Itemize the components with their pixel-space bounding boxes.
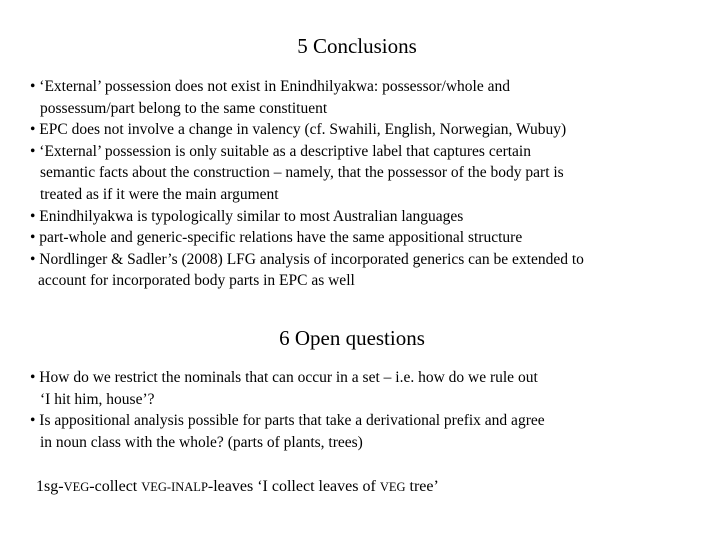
list-item-line: semantic facts about the construction – namely, that the possessor of the body part is	[40, 164, 564, 182]
section-title-open-questions: 6 Open questions	[279, 326, 425, 350]
list-item-line: • EPC does not involve a change in valency (cf. Swahili, English, Norwegian, Wubuy)	[30, 121, 567, 139]
list-item-line: • How do we restrict the nominals that can occur in a set – i.e. how do we rule out	[30, 369, 538, 386]
list-item-line: possessum/part belong to the same constituent	[40, 99, 328, 117]
list-item-line: • ‘External’ possession is only suitable as a descriptive label that captures certain	[30, 142, 531, 160]
section-title-conclusions: 5 Conclusions	[297, 34, 417, 58]
list-item-line: • ‘External’ possession does not exist in Enindhilyakwa: possessor/whole and	[30, 78, 510, 95]
gloss-text: 1sg-	[36, 478, 64, 495]
gloss-small-caps: VEG	[379, 480, 406, 494]
list-item-line: • part-whole and generic-specific relations have the same appositional structure	[30, 229, 523, 247]
list-item-line: • Enindhilyakwa is typologically similar to most Australian languages	[30, 207, 464, 225]
list-item-line: • Is appositional analysis possible for parts that take a derivational prefix and agree	[30, 412, 545, 430]
list-item	[30, 410, 710, 453]
list-item-line: ‘I hit him, house’?	[40, 390, 155, 408]
gloss-text: -leaves ‘I collect leaves of	[207, 478, 380, 495]
list-item	[30, 206, 710, 228]
list-item-line: in noun class with the whole? (parts of plants, trees)	[40, 433, 363, 451]
list-item	[30, 227, 710, 249]
list-item-line: account for incorporated body parts in EPC as well	[38, 272, 355, 290]
list-item	[30, 249, 710, 292]
gloss-small-caps: VEG	[63, 480, 90, 494]
list-item	[30, 119, 710, 141]
gloss-text: tree’	[405, 478, 439, 495]
list-item	[30, 141, 710, 206]
open-questions-list	[30, 367, 710, 453]
list-item-line: • Nordlinger & Sadler’s (2008) LFG analysis of incorporated generics can be extended to	[30, 250, 584, 268]
list-item	[30, 367, 710, 410]
list-item	[30, 76, 710, 119]
list-item-line: treated as if it were the main argument	[40, 185, 279, 203]
gloss-text: -collect	[89, 478, 142, 495]
conclusions-list	[30, 76, 710, 292]
gloss-small-caps: VEG-INALP	[141, 480, 208, 494]
example-gloss	[36, 477, 439, 497]
